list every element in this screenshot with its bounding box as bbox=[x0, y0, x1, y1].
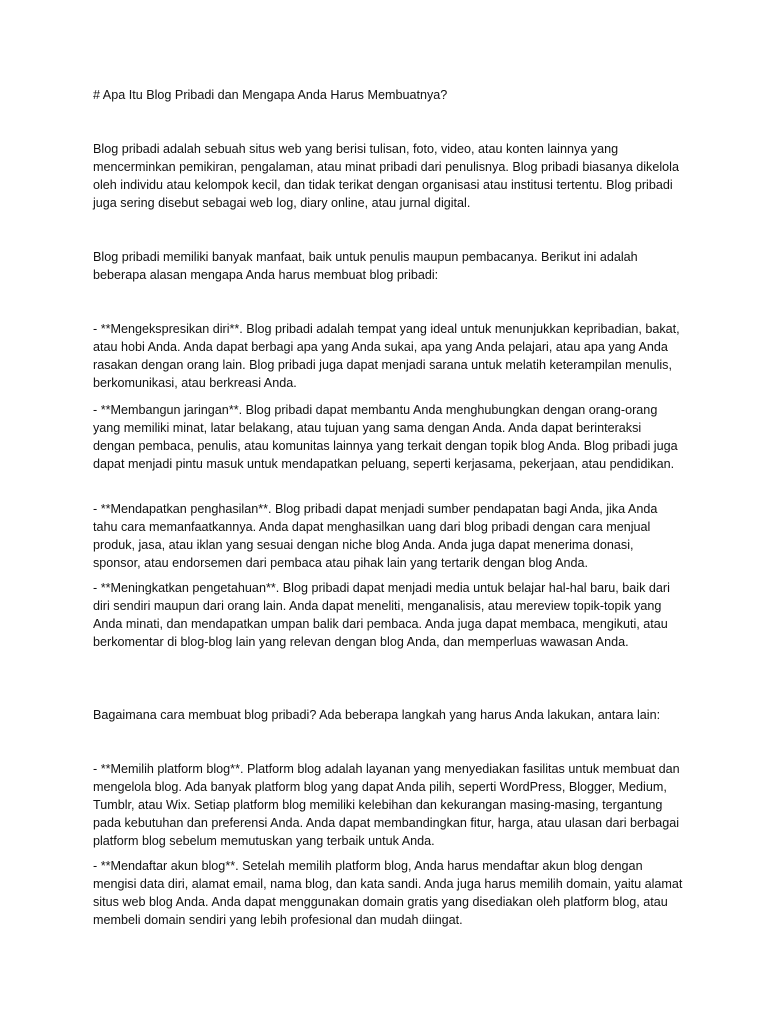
list-item-reason-knowledge: - **Meningkatkan pengetahuan**. Blog pribadi dapat menjadi media untuk belajar hal-hal baru, baik dari diri sendiri maupun dari orang lain. Anda dapat meneliti, menganalisis, atau mereview topik-topik yang Anda minati, dan mendapatkan umpan balik dari pembaca. Anda juga dapat membaca, mengikuti, atau berkomentar di blog-blog lain yang relevan dengan blog Anda, dan memperluas wawasan Anda. bbox=[93, 581, 670, 649]
intro-paragraph: Blog pribadi adalah sebuah situs web yang berisi tulisan, foto, video, atau konten lainnya yang mencerminkan pemikiran, pengalaman, atau minat pribadi dari penulisnya. Blog pribadi biasanya dikelola oleh individu atau kelompok kecil, dan tidak terikat dengan organisasi atau institusi tertentu. Blog pribadi juga sering disebut sebagai web log, diary online, atau jurnal digital. bbox=[93, 142, 679, 210]
steps-intro-paragraph: Bagaimana cara membuat blog pribadi? Ada beberapa langkah yang harus Anda lakukan, antara lain: bbox=[93, 708, 661, 722]
list-item-reason-express: - **Mengekspresikan diri**. Blog pribadi adalah tempat yang ideal untuk menunjukkan kepribadian, bakat, atau hobi Anda. Anda dapat berbagi apa yang Anda sukai, apa yang Anda pelajari, atau apa yang Anda rasakan dengan orang lain. Blog pribadi juga dapat menjadi sarana untuk melatih keterampilan menulis, berkomunikasi, atau berkreasi Anda. bbox=[93, 322, 680, 390]
list-item-reason-network: - **Membangun jaringan**. Blog pribadi dapat membantu Anda menghubungkan dengan orang-orang yang memiliki minat, latar belakang, atau tujuan yang sama dengan Anda. Anda dapat berinteraksi dengan pembaca, penulis, atau komunitas lainnya yang terkait dengan topik blog Anda. Blog pribadi juga dapat menjadi pintu masuk untuk mendapatkan peluang, seperti kerjasama, pekerjaan, atau pendidikan. bbox=[93, 403, 678, 471]
list-item-step-register: - **Mendaftar akun blog**. Setelah memilih platform blog, Anda harus mendaftar akun blog dengan mengisi data diri, alamat email, nama blog, dan kata sandi. Anda juga harus memilih domain, yaitu alamat situs web blog Anda. Anda dapat menggunakan domain gratis yang disediakan oleh platform blog, atau membeli domain sendiri yang lebih profesional dan mudah diingat. bbox=[93, 859, 683, 927]
page-title: # Apa Itu Blog Pribadi dan Mengapa Anda Harus Membuatnya? bbox=[93, 88, 448, 102]
list-item-reason-income: - **Mendapatkan penghasilan**. Blog pribadi dapat menjadi sumber pendapatan bagi Anda, jika Anda tahu cara memanfaatkannya. Anda dapat menghasilkan uang dari blog pribadi dengan cara menjual produk, jasa, atau iklan yang sesuai dengan niche blog Anda. Anda juga dapat menerima donasi, sponsor, atau endorsemen dari pembaca atau pihak lain yang tertarik dengan blog Anda. bbox=[93, 502, 658, 570]
list-item-step-platform: - **Memilih platform blog**. Platform blog adalah layanan yang menyediakan fasilitas untuk membuat dan mengelola blog. Ada banyak platform blog yang dapat Anda pilih, seperti WordPress, Blogger, Medium, Tumblr, atau Wix. Setiap platform blog memiliki kelebihan dan kekurangan masing-masing, tergantung pada kebutuhan dan preferensi Anda. Anda dapat membandingkan fitur, harga, atau ulasan dari berbagai platform blog sebelum memutuskan yang terbaik untuk Anda. bbox=[93, 762, 680, 848]
benefits-intro-paragraph: Blog pribadi memiliki banyak manfaat, baik untuk penulis maupun pembacanya. Berikut ini adalah beberapa alasan mengapa Anda harus membuat blog pribadi: bbox=[93, 250, 638, 282]
